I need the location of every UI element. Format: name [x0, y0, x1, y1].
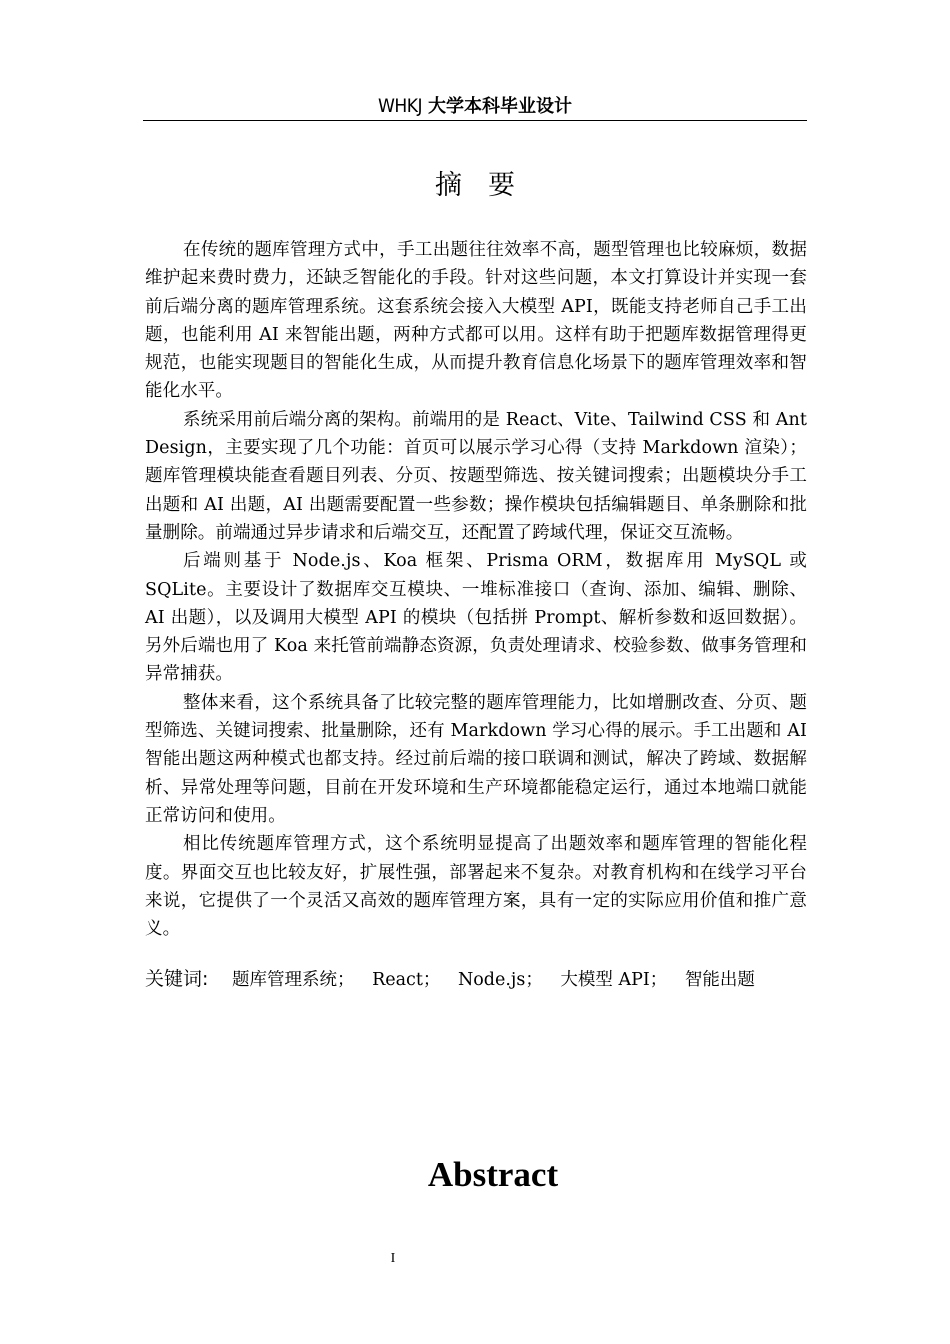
- keywords-line: [145, 964, 807, 995]
- running-header: [143, 92, 807, 121]
- keyword-item: 智能出题: [684, 970, 755, 990]
- abstract-paragraph-1: 在传统的题库管理方式中，手工出题往往效率不高，题型管理也比较麻烦，数据维护起来费时费力，还缺乏智能化的手段。针对这些问题，本文打算设计并实现一套前后端分离的题库管理系统。这套系统会接入大模型 API，既能支持老师自己手工出题，也能利用 AI 来智能出题，两种方式都可以用。这样有助于把题库数据管理得更规范，也能实现题目的智能化生成，从而提升教育信息化场景下的题库管理效率和智能化水平。: [145, 240, 807, 402]
- header-document-type: 大学本科毕业设计: [428, 96, 573, 117]
- abstract-body: [145, 236, 807, 943]
- header-school-code: WHKJ: [377, 95, 422, 117]
- abstract-english-title: Abstract: [427, 1155, 559, 1194]
- abstract-paragraph-2: 系统采用前后端分离的架构。前端用的是 React、Vite、Tailwind CSS 和 Ant Design，主要实现了几个功能：首页可以展示学习心得（支持 Markdown 渲染）；题库管理模块能查看题目列表、分页、按题型筛选、按关键词搜索；出题模块分手工出题和 AI 出题，AI 出题需要配置一些参数；操作模块包括编辑题目、单条删除和批量删除。前端通过异步请求和后端交互，还配置了跨域代理，保证交互流畅。: [145, 409, 807, 543]
- keyword-item: React；: [372, 970, 441, 990]
- keywords-label: 关键词:: [145, 968, 209, 990]
- keyword-item: Node.js；: [457, 970, 543, 990]
- page-number: I: [390, 1251, 396, 1266]
- keyword-item: 大模型 API；: [560, 970, 668, 990]
- abstract-paragraph-4: 整体来看，这个系统具备了比较完整的题库管理能力，比如增删改查、分页、题型筛选、关键词搜索、批量删除，还有 Markdown 学习心得的展示。手工出题和 AI 智能出题这两种模式也都支持。经过前后端的接口联调和测试，解决了跨域、数据解析、异常处理等问题，目前在开发环境和生产环境都能稳定运行，通过本地端口就能正常访问和使用。: [145, 692, 807, 826]
- keyword-item: 题库管理系统；: [231, 970, 355, 990]
- abstract-paragraph-5: 相比传统题库管理方式，这个系统明显提高了出题效率和题库管理的智能化程度。界面交互也比较友好，扩展性强，部署起来不复杂。对教育机构和在线学习平台来说，它提供了一个灵活又高效的题库管理方案，具有一定的实际应用价值和推广意义。: [145, 834, 807, 940]
- abstract-paragraph-3: 后端则基于 Node.js、Koa 框架、Prisma ORM，数据库用 MySQL 或 SQLite。主要设计了数据库交互模块、一堆标准接口（查询、添加、编辑、删除、AI 出题），以及调用大模型 API 的模块（包括拼 Prompt、解析参数和返回数据）。另外后端也用了 Koa 来托管前端静态资源，负责处理请求、校验参数、做事务管理和异常捕获。: [145, 551, 807, 685]
- abstract-chinese-title: 摘要: [435, 170, 541, 201]
